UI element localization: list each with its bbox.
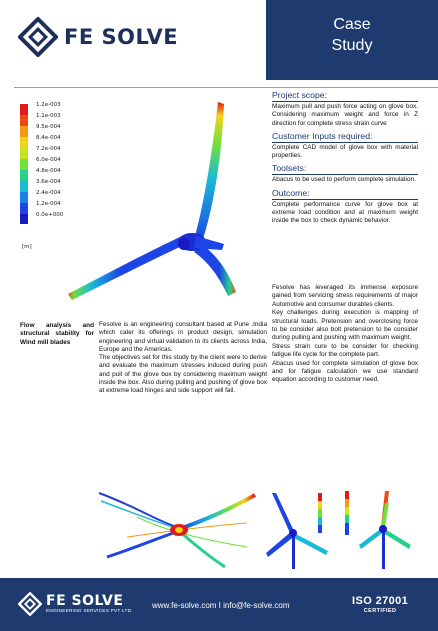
legend-label: 7.2e-004 — [36, 146, 61, 152]
customer-inputs-text: Complete CAD model of glove box with material properties. — [272, 143, 418, 160]
legend-label: 3.6e-004 — [36, 179, 61, 185]
turbine-stress-graphic — [262, 487, 336, 571]
legend-label: 1.2e-003 — [36, 102, 61, 108]
intro-text — [99, 321, 267, 396]
footer-brand-name: FE SOLVE — [46, 592, 124, 609]
legend-label: 9.5e-004 — [36, 124, 61, 130]
footer-brand-subtitle: ENGINEERING SERVICES PVT LTD. — [46, 608, 133, 614]
page-footer — [0, 578, 438, 631]
turbine-model-image — [262, 487, 336, 571]
brand-name: FE SOLVE — [64, 25, 179, 49]
project-details-column — [272, 90, 418, 226]
footer-contact: www.fe-solve.com I info@fe-solve.com — [152, 601, 290, 610]
customer-inputs-heading: Customer Inputs required: — [272, 131, 418, 143]
outcome-paragraph: Stress strain cure to be consider for checking fatigue life cycle for the complete part. — [272, 342, 418, 359]
turbine-deformation-graphic — [341, 487, 417, 571]
legend-label: 6.0e-004 — [36, 157, 61, 163]
flow-streamlines-graphic — [97, 487, 258, 571]
fe-solve-logo-icon — [18, 17, 58, 57]
case-line-2: Study — [331, 37, 373, 54]
brand-logo — [18, 16, 233, 58]
turbine-deformation-image — [341, 487, 417, 571]
toolsets-heading: Toolsets: — [272, 163, 418, 175]
legend-label: 2.4e-004 — [36, 190, 61, 196]
certified-label: CERTIFIED — [363, 608, 397, 614]
header-divider — [14, 87, 438, 88]
fe-solve-logo-icon — [18, 592, 42, 616]
footer-logo — [18, 592, 133, 616]
intro-paragraph: The objectives set for this study by the client were to derive and evaluate the maximum stresses induced during push and pull of the glove box by considering maximum weight inside the box. Also during pulling and pushing of glove box at extreme load hinges and side support will fail. — [99, 354, 267, 395]
legend-label: 0.0e+000 — [36, 212, 64, 218]
page-header — [0, 0, 438, 87]
case-line-1: Case — [333, 16, 371, 33]
legend-label: 4.8e-004 — [36, 168, 61, 174]
outcome-text: Complete performance curve for glove box at extreme load condition and at maximum weight inside the box to check dynamic behavior. — [272, 200, 418, 225]
windmill-simulation-image — [14, 94, 268, 316]
legend-label: 8.4e-004 — [36, 135, 61, 141]
legend-unit: [m] — [22, 244, 32, 250]
case-study-banner — [266, 0, 438, 80]
project-scope-text: Maximum pull and push force acting on glove box. Considering maximum weight and force in Z direction for complete stress strain curve — [272, 103, 418, 127]
project-scope-heading: Project scope: — [272, 90, 418, 102]
outcome-details — [272, 284, 418, 385]
outcome-heading: Outcome: — [272, 188, 418, 200]
outcome-paragraph: Abacus used for complete simulation of glove box and for fatigue calculation we use standard equation according to customer need. — [272, 359, 418, 384]
iso-label: ISO 27001 — [352, 595, 409, 607]
wind-turbine-rendering — [14, 94, 268, 316]
iso-certification — [352, 595, 408, 614]
outcome-paragraph: Key challenges during execution is mapping of structural loads. Pretension and overclosing force to be consider also bolt pretension to be consider during pulling and pushing with maximum weight. — [272, 309, 418, 342]
legend-label: 1.2e-004 — [36, 201, 61, 207]
outcome-paragraph: Fesolve has leveraged its immense exposure gained from servicing stress requirements of major Automotive and consumer durables clients. — [272, 284, 418, 308]
toolsets-text: Abacus to be used to perform complete simulation. — [272, 176, 416, 184]
intro-paragraph: Fesolve is an engineering consultant based at Pune ,India which cater its offerings in product design, simulation engineering and virtual validation to its clients across India, Europe and the Americas. — [99, 321, 267, 353]
image-caption: Flow analysis and structural stability for Wind mill blades — [20, 322, 94, 346]
legend-label: 1.1e-003 — [36, 113, 61, 119]
flow-analysis-image — [97, 487, 258, 571]
